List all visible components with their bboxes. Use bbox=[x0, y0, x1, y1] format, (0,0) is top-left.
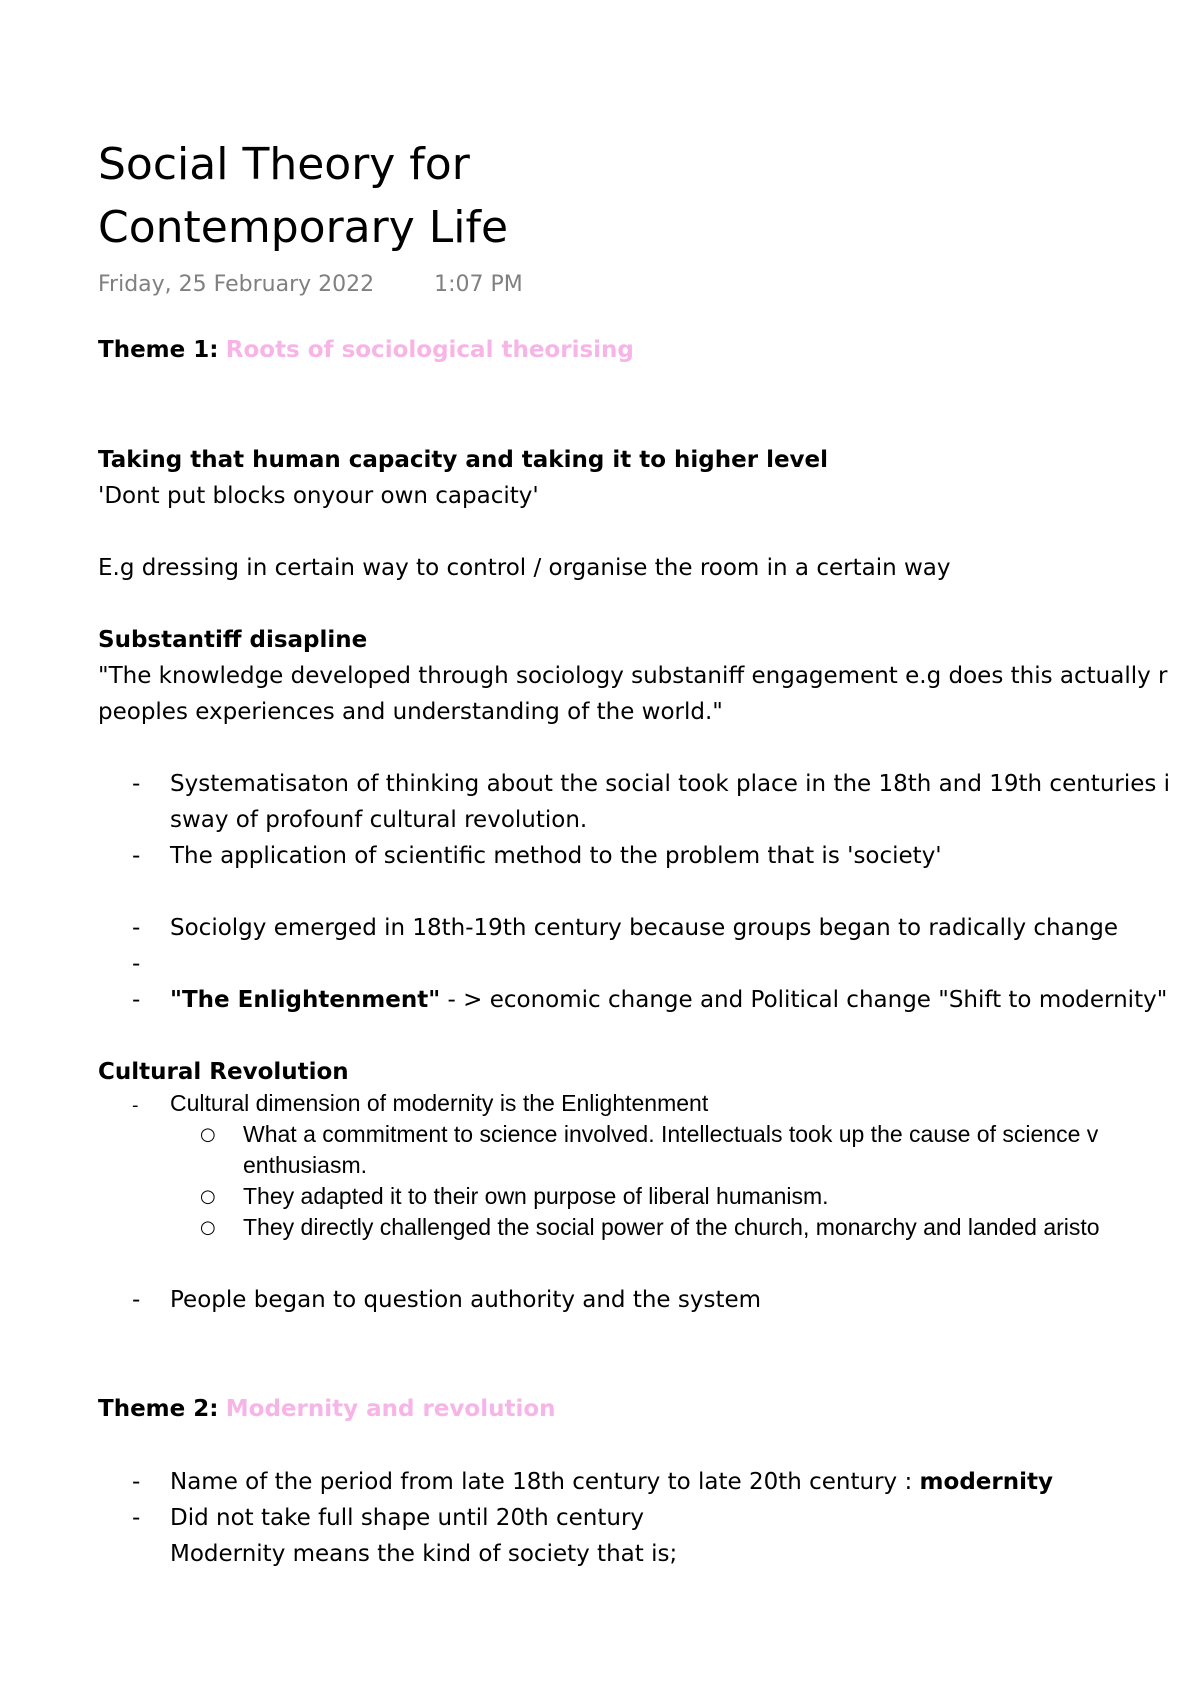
sub-bullet-challenged-power: They directly challenged the social power of the church, monarchy and landed aristo bbox=[243, 1214, 1100, 1240]
sub-bullet-science-commitment-line-2: enthusiasm. bbox=[243, 1152, 368, 1178]
theme-2-label: Theme 2: bbox=[98, 1396, 219, 1422]
page-title bbox=[98, 133, 508, 259]
bullet-marker: - bbox=[132, 915, 141, 941]
section-substantiff-quote-line-2: peoples experiences and understanding of the world." bbox=[98, 699, 723, 725]
bullet-enlightenment-desc: - > economic change and Political change "Shift to modernity" bbox=[440, 987, 1168, 1013]
page-time: 1:07 PM bbox=[434, 272, 523, 297]
bullet-period-name-text: Name of the period from late 18th century to late 20th century : bbox=[170, 1469, 920, 1495]
bullet-period-name bbox=[170, 1464, 1053, 1500]
theme-1-label: Theme 1: bbox=[98, 337, 219, 363]
bullet-cultural-dimension: Cultural dimension of modernity is the Enlightenment bbox=[170, 1090, 709, 1116]
sub-bullet-marker: ○ bbox=[200, 1186, 216, 1207]
bullet-full-shape: Did not take full shape until 20th century bbox=[170, 1505, 645, 1531]
section-substantiff-heading: Substantiff disapline bbox=[98, 627, 368, 653]
sub-bullet-marker: ○ bbox=[200, 1217, 216, 1238]
bullet-systematisation-line-1: Systematisaton of thinking about the social took place in the 18th and 19th centuries i bbox=[170, 771, 1171, 797]
sub-bullet-marker: ○ bbox=[200, 1124, 216, 1145]
theme-2-name: Modernity and revolution bbox=[225, 1396, 556, 1422]
section-cultural-revolution-heading: Cultural Revolution bbox=[98, 1059, 349, 1085]
bullet-scientific-method: The application of scientific method to the problem that is 'society' bbox=[170, 843, 942, 869]
theme-2-heading bbox=[98, 1391, 556, 1427]
theme-1-name: Roots of sociological theorising bbox=[225, 337, 634, 363]
page-date: Friday, 25 February 2022 bbox=[98, 272, 375, 297]
section-substantiff-quote-line-1: "The knowledge developed through sociology substaniff engagement e.g does this actually r bbox=[98, 663, 1168, 689]
bullet-period-name-term: modernity bbox=[919, 1469, 1053, 1495]
sub-bullet-liberal-humanism: They adapted it to their own purpose of liberal humanism. bbox=[243, 1183, 829, 1209]
bullet-marker: - bbox=[132, 1095, 139, 1116]
bullet-systematisation-line-2: sway of profounf cultural revolution. bbox=[170, 807, 588, 833]
page-title-line-1: Social Theory for bbox=[98, 139, 470, 190]
sub-bullet-science-commitment-line-1: What a commitment to science involved. Intellectuals took up the cause of science v bbox=[243, 1121, 1099, 1147]
bullet-marker: - bbox=[132, 771, 141, 797]
page-title-line-2: Contemporary Life bbox=[98, 202, 509, 253]
bullet-modernity-means: Modernity means the kind of society that is; bbox=[170, 1541, 678, 1567]
bullet-marker: - bbox=[132, 843, 141, 869]
bullet-question-authority: People began to question authority and the system bbox=[170, 1287, 762, 1313]
bullet-marker-empty: - bbox=[132, 951, 141, 977]
section-human-capacity-heading: Taking that human capacity and taking it to higher level bbox=[98, 447, 829, 473]
section-human-capacity-example: E.g dressing in certain way to control / organise the room in a certain way bbox=[98, 555, 951, 581]
bullet-enlightenment bbox=[170, 982, 1167, 1018]
bullet-marker: - bbox=[132, 1469, 141, 1495]
bullet-sociology-emerged: Sociolgy emerged in 18th-19th century because groups began to radically change bbox=[170, 915, 1119, 941]
page-timestamp bbox=[98, 272, 523, 297]
bullet-marker: - bbox=[132, 1287, 141, 1313]
theme-1-heading bbox=[98, 332, 634, 368]
bullet-marker: - bbox=[132, 1505, 141, 1531]
bullet-marker: - bbox=[132, 987, 141, 1013]
section-human-capacity-quote: 'Dont put blocks onyour own capacity' bbox=[98, 483, 539, 509]
bullet-enlightenment-term: "The Enlightenment" bbox=[170, 987, 441, 1013]
